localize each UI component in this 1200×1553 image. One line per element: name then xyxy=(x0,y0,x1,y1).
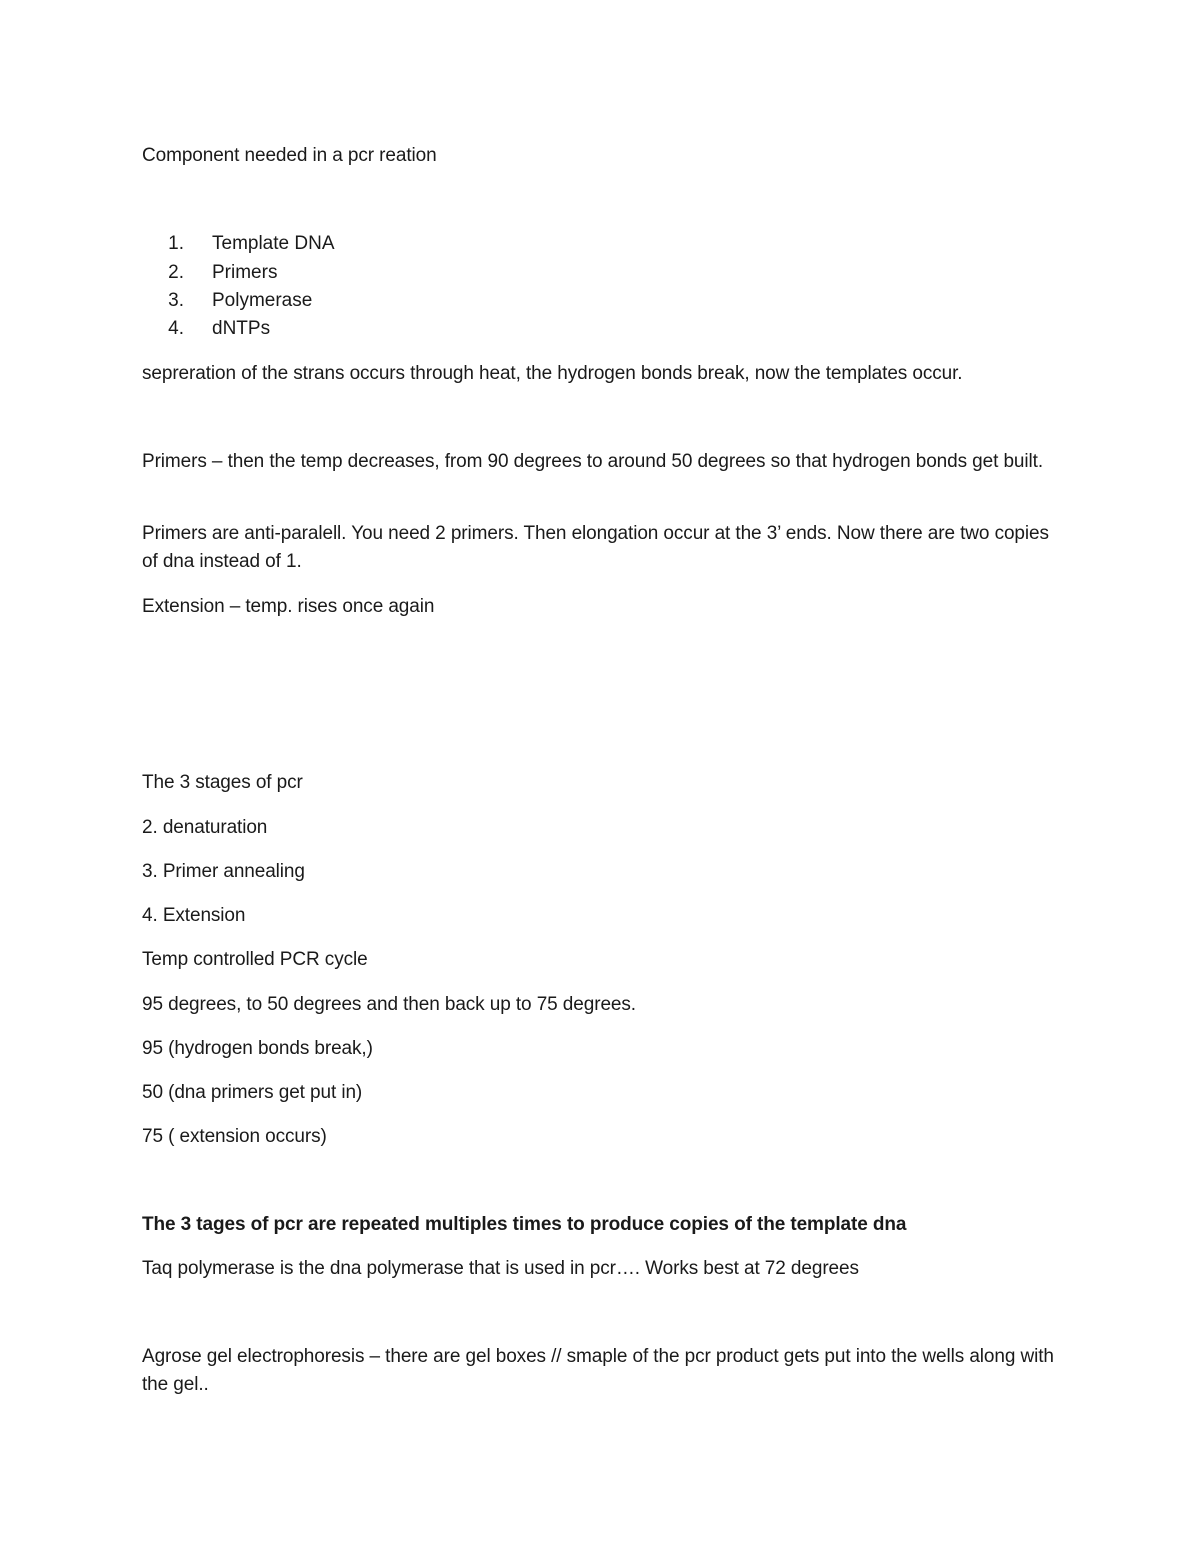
list-number: 4. xyxy=(168,318,184,339)
list-item-text: dNTPs xyxy=(212,318,271,339)
stage-denaturation: 2. denaturation xyxy=(142,817,268,838)
section-heading-components: Component needed in a pcr reation xyxy=(142,145,437,166)
list-number: 2. xyxy=(168,262,184,283)
bold-statement: The 3 tages of pcr are repeated multiples times to produce copies of the template dna xyxy=(142,1214,907,1235)
cycle-step-95: 95 (hydrogen bonds break,) xyxy=(142,1038,373,1059)
section-heading-stages: The 3 stages of pcr xyxy=(142,772,303,793)
list-item-text: Template DNA xyxy=(212,233,335,254)
paragraph-separation: sepreration of the strans occurs through heat, the hydrogen bonds break, now the templates occur. xyxy=(142,363,963,384)
list-item-text: Polymerase xyxy=(212,290,313,311)
cycle-summary: 95 degrees, to 50 degrees and then back up to 75 degrees. xyxy=(142,994,636,1015)
list-number: 3. xyxy=(168,290,184,311)
paragraph-primers-antiparallel: Primers are anti-paralell. You need 2 primers. Then elongation occur at the 3’ ends. Now there are two copies of dna instead of 1. xyxy=(142,523,1049,572)
list-item-text: Primers xyxy=(212,262,278,283)
cycle-step-75: 75 ( extension occurs) xyxy=(142,1126,327,1147)
cycle-step-50: 50 (dna primers get put in) xyxy=(142,1082,363,1103)
section-heading-cycle: Temp controlled PCR cycle xyxy=(142,949,368,970)
stage-extension: 4. Extension xyxy=(142,905,246,926)
list-number: 1. xyxy=(168,233,184,254)
paragraph-taq-polymerase: Taq polymerase is the dna polymerase that is used in pcr…. Works best at 72 degrees xyxy=(142,1258,859,1279)
paragraph-gel-electrophoresis: Agrose gel electrophoresis – there are gel boxes // smaple of the pcr product gets put into the wells along with the gel.. xyxy=(142,1346,1054,1395)
paragraph-primers-temperature: Primers – then the temp decreases, from 90 degrees to around 50 degrees so that hydrogen bonds get built. xyxy=(142,451,1043,472)
paragraph-extension: Extension – temp. rises once again xyxy=(142,596,435,617)
stage-primer-annealing: 3. Primer annealing xyxy=(142,861,305,882)
